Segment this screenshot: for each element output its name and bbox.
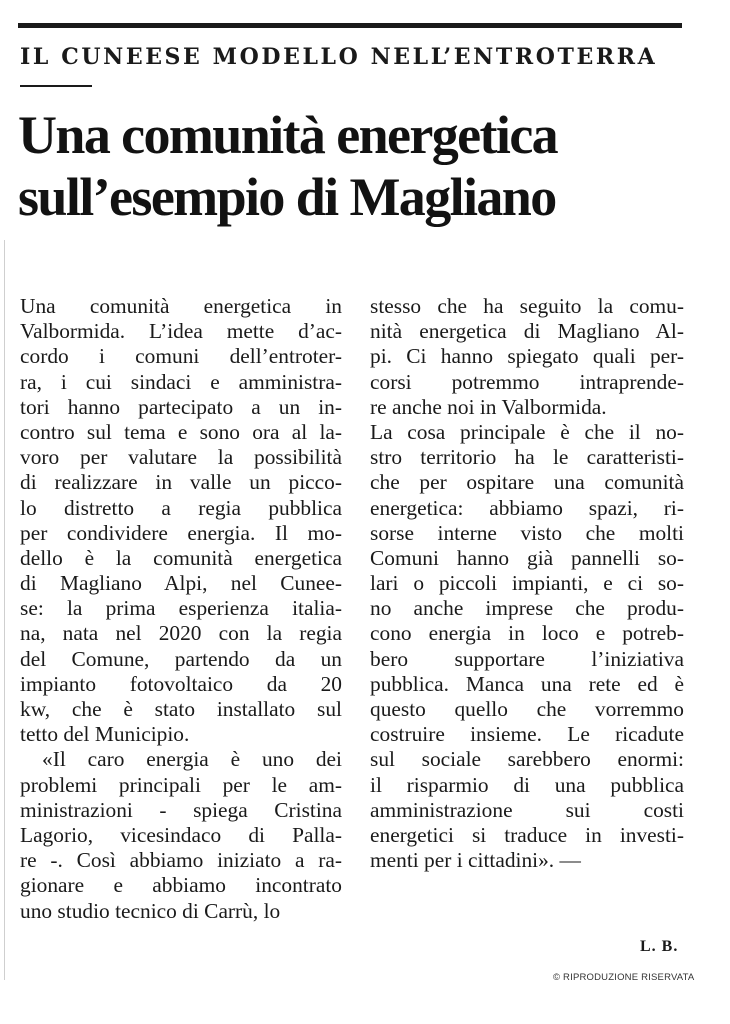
body-text-line: stesso che ha seguito la comu- (370, 294, 684, 318)
body-text-line: corsi potremmo intraprende- (370, 369, 684, 394)
body-text-line: ra, i cui sindaci e amministra- (20, 369, 342, 394)
body-text-line: questo quello che vorremmo (370, 697, 684, 721)
body-text-line: di Magliano Alpi, nel Cunee- (20, 571, 342, 596)
body-text-line: energetici si traduce in investi- (370, 822, 684, 847)
body-text-line: lo distretto a regia pubblica (20, 495, 342, 520)
body-text-line: stro territorio ha le caratteristi- (370, 445, 684, 470)
body-text-line: per condividere energia. Il mo- (20, 520, 342, 545)
body-text-line: La cosa principale è che il no- (370, 419, 684, 444)
body-text-line: voro per valutare la possibilità (20, 445, 342, 470)
body-column-right (370, 294, 684, 873)
body-text-line: no anche imprese che produ- (370, 596, 684, 621)
body-text-line: se: la prima esperienza italia- (20, 596, 342, 621)
headline-line-1: Una comunità energetica (18, 105, 558, 165)
headline (18, 104, 718, 228)
body-text-line: dello è la comunità energetica (20, 545, 342, 570)
body-text-line: cordo i comuni dell’entroter- (20, 344, 342, 369)
body-text-line: impianto fotovoltaico da 20 (20, 671, 342, 696)
body-text-line: Comuni hanno già pannelli so- (370, 545, 684, 570)
body-text-line: Una comunità energetica in (20, 294, 342, 318)
body-text-line: menti per i cittadini». — (370, 848, 581, 873)
kicker-rule (20, 85, 92, 87)
body-text-line: tori hanno partecipato a un in- (20, 394, 342, 419)
body-column-left (20, 294, 342, 924)
body-text-line: gionare e abbiamo incontrato (20, 873, 342, 898)
copyright-notice: © RIPRODUZIONE RISERVATA (553, 972, 695, 983)
body-text-line: il risparmio di una pubblica (370, 772, 684, 797)
body-text-line: re anche noi in Valbormida. (370, 394, 607, 419)
body-text-line: energetica: abbiamo spazi, ri- (370, 495, 684, 520)
body-text-line: pubblica. Manca una rete ed è (370, 671, 684, 696)
body-text-line: costruire insieme. Le ricadute (370, 722, 684, 747)
body-text-line: «Il caro energia è uno dei (42, 747, 342, 772)
body-text-line: na, nata nel 2020 con la regia (20, 621, 342, 646)
body-text-line: ministrazioni - spiega Cristina (20, 797, 342, 822)
body-text-line: pi. Ci hanno spiegato quali per- (370, 344, 684, 369)
body-text-line: Lagorio, vicesindaco di Palla- (20, 822, 342, 847)
body-text-line: amministrazione sui costi (370, 797, 684, 822)
body-text-line: nità energetica di Magliano Al- (370, 319, 684, 344)
body-text-line: re -. Così abbiamo iniziato a ra- (20, 848, 342, 873)
body-text-line: lari o piccoli impianti, e ci so- (370, 571, 684, 596)
body-text-line: del Comune, partendo da un (20, 646, 342, 671)
body-text-line: problemi principali per le am- (20, 772, 342, 797)
body-text-line: bero supportare l’iniziativa (370, 646, 684, 671)
author-signature: L. B. (640, 938, 679, 955)
body-text-line: sul sociale sarebbero enormi: (370, 747, 684, 772)
body-text-line: contro sul tema e sono ora al la- (20, 419, 342, 444)
body-text-line: cono energia in loco e potreb- (370, 621, 684, 646)
body-text-line: uno studio tecnico di Carrù, lo (20, 898, 281, 923)
kicker: IL CUNEESE MODELLO NELL’ENTROTERRA (20, 44, 658, 70)
body-text-line: kw, che è stato installato sul (20, 697, 342, 721)
body-text-line: di realizzare in valle un picco- (20, 470, 342, 495)
body-text-line: Valbormida. L’idea mette d’ac- (20, 319, 342, 344)
headline-line-2: sull’esempio di Magliano (18, 167, 556, 227)
left-margin-rule (4, 240, 5, 980)
body-text-line: sorse interne visto che molti (370, 520, 684, 545)
body-text-line: che per ospitare una comunità (370, 470, 684, 495)
body-text-line: tetto del Municipio. (20, 722, 190, 747)
top-rule (18, 23, 682, 28)
